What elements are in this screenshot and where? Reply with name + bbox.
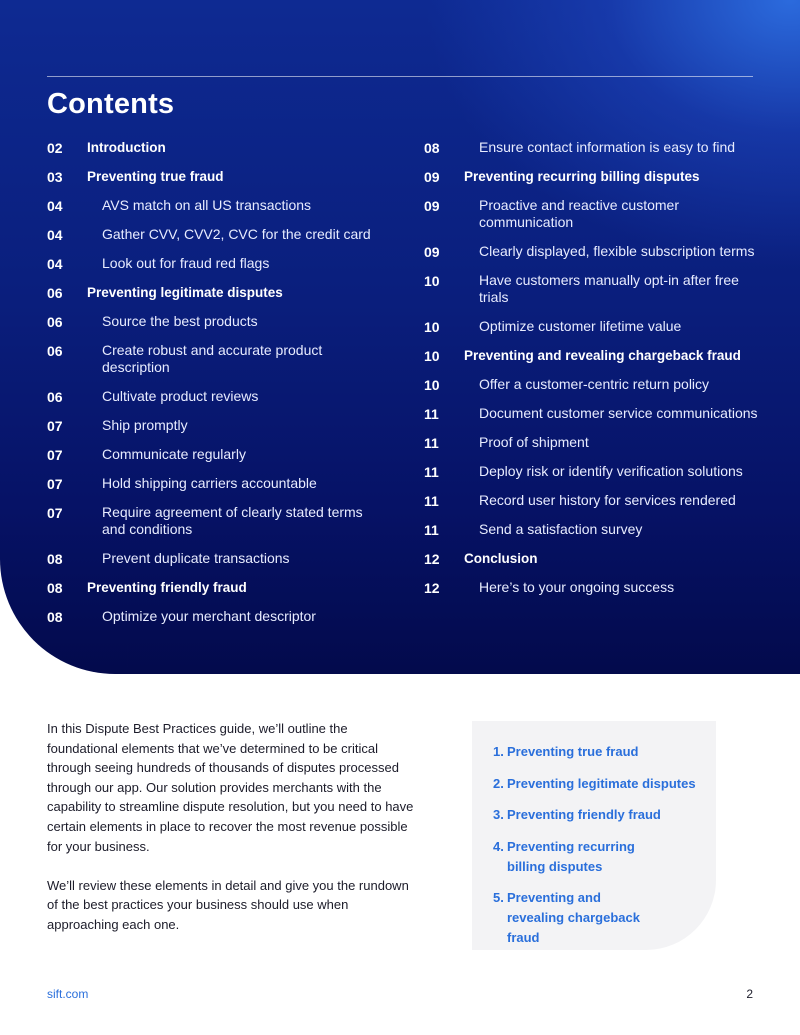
section-summary-box: [472, 721, 716, 950]
toc-page-number: 11: [424, 464, 439, 480]
toc-entry-label: Optimize your merchant descriptor: [102, 608, 316, 624]
toc-entry[interactable]: [47, 139, 387, 156]
toc-entry[interactable]: [47, 550, 387, 567]
toc-page-number: 09: [424, 169, 440, 185]
toc-entry-label: Document customer service communications: [479, 405, 758, 421]
toc-entry-label: Preventing true fraud: [87, 169, 224, 184]
toc-entry[interactable]: [47, 255, 387, 272]
toc-entry-label: Gather CVV, CVV2, CVC for the credit card: [102, 226, 371, 242]
toc-page-number: 04: [47, 227, 63, 243]
toc-column-right: [424, 139, 770, 608]
toc-entry[interactable]: [47, 168, 387, 185]
section-link[interactable]: [493, 888, 716, 948]
toc-entry[interactable]: [424, 139, 770, 156]
section-link[interactable]: [493, 805, 716, 825]
toc-entry[interactable]: [47, 504, 387, 538]
toc-entry-label: Record user history for services rendered: [479, 492, 736, 508]
toc-entry-label: Introduction: [87, 140, 166, 155]
toc-entry-label: Preventing legitimate disputes: [87, 285, 283, 300]
toc-entry[interactable]: [47, 342, 387, 376]
website-link[interactable]: sift.com: [47, 987, 89, 1001]
toc-page-number: 04: [47, 256, 63, 272]
toc-column-left: [47, 139, 387, 637]
toc-entry-label: Clearly displayed, flexible subscription terms: [479, 243, 755, 259]
toc-page-number: 11: [424, 435, 439, 451]
toc-entry-label: Cultivate product reviews: [102, 388, 259, 404]
toc-entry[interactable]: [47, 197, 387, 214]
page-number: 2: [746, 987, 753, 1001]
toc-page-number: 06: [47, 343, 63, 359]
toc-page-number: 04: [47, 198, 63, 214]
divider: [47, 76, 753, 77]
toc-page-number: 08: [47, 609, 63, 625]
toc-entry[interactable]: [47, 417, 387, 434]
toc-page-number: 02: [47, 140, 63, 156]
toc-entry-label: Deploy risk or identify verification solutions: [479, 463, 743, 479]
toc-page-number: 09: [424, 198, 440, 214]
toc-entry[interactable]: [424, 272, 770, 306]
toc-page-number: 11: [424, 493, 439, 509]
toc-entry[interactable]: [424, 521, 770, 538]
toc-entry-label: Prevent duplicate transactions: [102, 550, 290, 566]
toc-page-number: 03: [47, 169, 63, 185]
toc-entry[interactable]: [424, 550, 770, 567]
toc-entry[interactable]: [47, 579, 387, 596]
toc-entry[interactable]: [47, 608, 387, 625]
toc-page-number: 11: [424, 522, 439, 538]
toc-page-number: 06: [47, 389, 63, 405]
section-number: 1.: [493, 744, 504, 759]
toc-entry[interactable]: [47, 284, 387, 301]
toc-entry-label: Ship promptly: [102, 417, 188, 433]
toc-entry-label: Look out for fraud red flags: [102, 255, 270, 271]
toc-entry-label: Proactive and reactive customer communication: [479, 197, 679, 230]
toc-entry-label: Have customers manually opt-in after free trials: [479, 272, 739, 305]
toc-page-number: 11: [424, 406, 439, 422]
toc-page-number: 07: [47, 505, 63, 521]
toc-entry-label: Create robust and accurate product description: [102, 342, 323, 375]
toc-entry-label: Preventing friendly fraud: [87, 580, 247, 595]
toc-page-number: 12: [424, 551, 440, 567]
toc-entry-label: Offer a customer-centric return policy: [479, 376, 710, 392]
section-label: Preventing recurring billing disputes: [507, 838, 635, 874]
toc-page-number: 08: [47, 580, 63, 596]
toc-page-number: 10: [424, 273, 440, 289]
intro-paragraph: In this Dispute Best Practices guide, we’ll outline the foundational elements that we’ve determined to be critical through seeing hundreds of thousands of disputes processed through our app. Our solution provides merchants with the capability to streamline dispute resolution, but you need to have certain elements in place to recover the most revenue possible for your business.: [47, 721, 414, 854]
toc-page-number: 07: [47, 447, 63, 463]
page-title: Contents: [47, 88, 175, 120]
section-label: Preventing legitimate disputes: [507, 775, 696, 791]
section-list: [472, 721, 716, 948]
toc-entry[interactable]: [424, 579, 770, 596]
toc-page-number: 08: [47, 551, 63, 567]
toc-page-number: 08: [424, 140, 440, 156]
toc-entry[interactable]: [424, 347, 770, 364]
toc-entry-label: Hold shipping carriers accountable: [102, 475, 317, 491]
toc-entry-label: Send a satisfaction survey: [479, 521, 643, 537]
toc-entry[interactable]: [424, 492, 770, 509]
section-link[interactable]: [493, 837, 716, 877]
intro-paragraph: We’ll review these elements in detail and give you the rundown of the best practices your business should use when approaching each one.: [47, 877, 409, 932]
toc-entry-label: Preventing and revealing chargeback fraud: [464, 348, 741, 363]
section-label: Preventing friendly fraud: [507, 807, 661, 822]
toc-entry-label: Conclusion: [464, 551, 538, 566]
section-number: 5.: [493, 890, 504, 905]
toc-page-number: 06: [47, 285, 63, 301]
section-link[interactable]: [493, 742, 716, 762]
toc-entry[interactable]: [47, 388, 387, 405]
toc-entry-label: Proof of shipment: [479, 434, 589, 450]
toc-entry[interactable]: [424, 376, 770, 393]
toc-entry-label: Here’s to your ongoing success: [479, 579, 675, 595]
toc-entry[interactable]: [47, 226, 387, 243]
intro-text: [47, 719, 419, 954]
toc-entry[interactable]: [424, 405, 770, 422]
toc-entry-label: Require agreement of clearly stated terms and conditions: [102, 504, 363, 537]
toc-entry[interactable]: [424, 243, 770, 260]
toc-entry[interactable]: [47, 475, 387, 492]
toc-entry-label: Communicate regularly: [102, 446, 246, 462]
toc-entry[interactable]: [424, 318, 770, 335]
toc-page-number: 10: [424, 319, 440, 335]
section-link[interactable]: [493, 774, 716, 794]
toc-entry[interactable]: [424, 197, 770, 231]
toc-page-number: 10: [424, 348, 440, 364]
section-label: Preventing true fraud: [507, 744, 639, 759]
section-label: Preventing and revealing chargeback fraud: [507, 890, 640, 945]
toc-page-number: 09: [424, 244, 440, 260]
toc-page-number: 10: [424, 377, 440, 393]
toc-entry[interactable]: [424, 168, 770, 185]
toc-entry-label: Preventing recurring billing disputes: [464, 169, 700, 184]
toc-page-number: 07: [47, 476, 63, 492]
toc-entry-label: Optimize customer lifetime value: [479, 318, 682, 334]
toc-entry[interactable]: [47, 446, 387, 463]
toc-entry-label: Source the best products: [102, 313, 258, 329]
toc-page-number: 06: [47, 314, 63, 330]
section-number: 2.: [493, 775, 504, 791]
section-number: 4.: [493, 838, 504, 854]
toc-entry[interactable]: [424, 463, 770, 480]
toc-page-number: 12: [424, 580, 440, 596]
toc-entry[interactable]: [424, 434, 770, 451]
toc-page-number: 07: [47, 418, 63, 434]
toc-entry-label: AVS match on all US transactions: [102, 197, 312, 213]
toc-entry[interactable]: [47, 313, 387, 330]
section-number: 3.: [493, 807, 504, 822]
toc-entry-label: Ensure contact information is easy to find: [479, 139, 736, 155]
